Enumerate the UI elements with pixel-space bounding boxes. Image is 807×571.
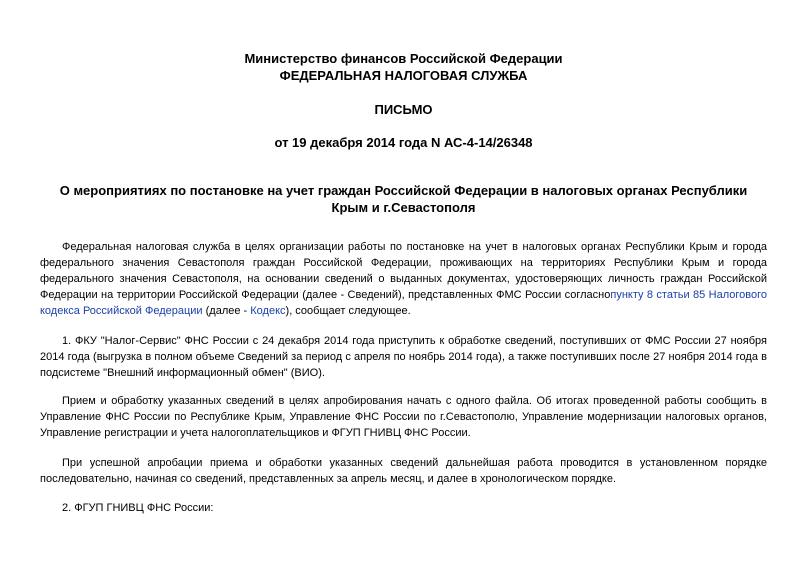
paragraph-intro [40,239,767,319]
issuer-block [0,50,807,84]
intro-text-2: (далее - [202,305,251,317]
paragraph-testing: Прием и обработку указанных сведений в целях апробирования начать с одного файла. Об итогах проведенной работы сообщить в Управление ФНС России по Республике Крым, Управление ФНС России по г.Севастополю, Управление модернизации налоговых органов, Управление регистрации и учета налогоплательщиков и ФГУП ГНИВЦ ФНС России. [40,395,767,439]
service-name: ФЕДЕРАЛЬНАЯ НАЛОГОВАЯ СЛУЖБА [279,68,528,83]
paragraph-further-work: При успешной апробации приема и обработки указанных сведений дальнейшая работа проводится в установленном порядке последовательно, начиная со сведений, представленных за апрель месяц, и далее в хронологическом порядке. [40,457,767,485]
intro-text-1: Федеральная налоговая служба в целях организации работы по постановке на учет в налоговых органах Республики Крым и города федерального значения Севастополя граждан Российской Федерации, проживающих на территориях Республики Крым и города федерального значения Севастополя, на основании сведений о выданных документах, удостоверяющих личность граждан Российской Федерации на территории Российской Федерации (далее - Сведений), представленных ФМС России согласно [40,241,767,301]
tax-code-link[interactable]: Кодекс [250,305,286,317]
paragraph-item-2: 2. ФГУП ГНИВЦ ФНС России: [62,502,214,514]
document-subject: О мероприятиях по постановке на учет граждан Российской Федерации в налоговых органах Республики Крым и г.Севастополя [59,183,748,215]
document-type: ПИСЬМО [374,102,433,117]
intro-text-3: ), сообщает следующее. [285,305,411,317]
ministry-name: Министерство финансов Российской Федерации [244,51,563,66]
paragraph-item-1: 1. ФКУ "Налог-Сервис" ФНС России с 24 декабря 2014 года приступить к обработке сведений, поступивших от ФМС России 27 ноября 2014 года (выгрузка в полном объеме Сведений за период с апреля по ноябрь 2014 года), а также поступивших после 27 ноября 2014 года в подсистеме "Внешний информационный обмен" (ВИО). [40,335,767,379]
tax-code-article-link[interactable]: пункту 8 статьи 85 Налогового кодекса Российской Федерации [40,289,767,317]
document-date-number: от 19 декабря 2014 года N АС-4-14/26348 [274,135,533,150]
